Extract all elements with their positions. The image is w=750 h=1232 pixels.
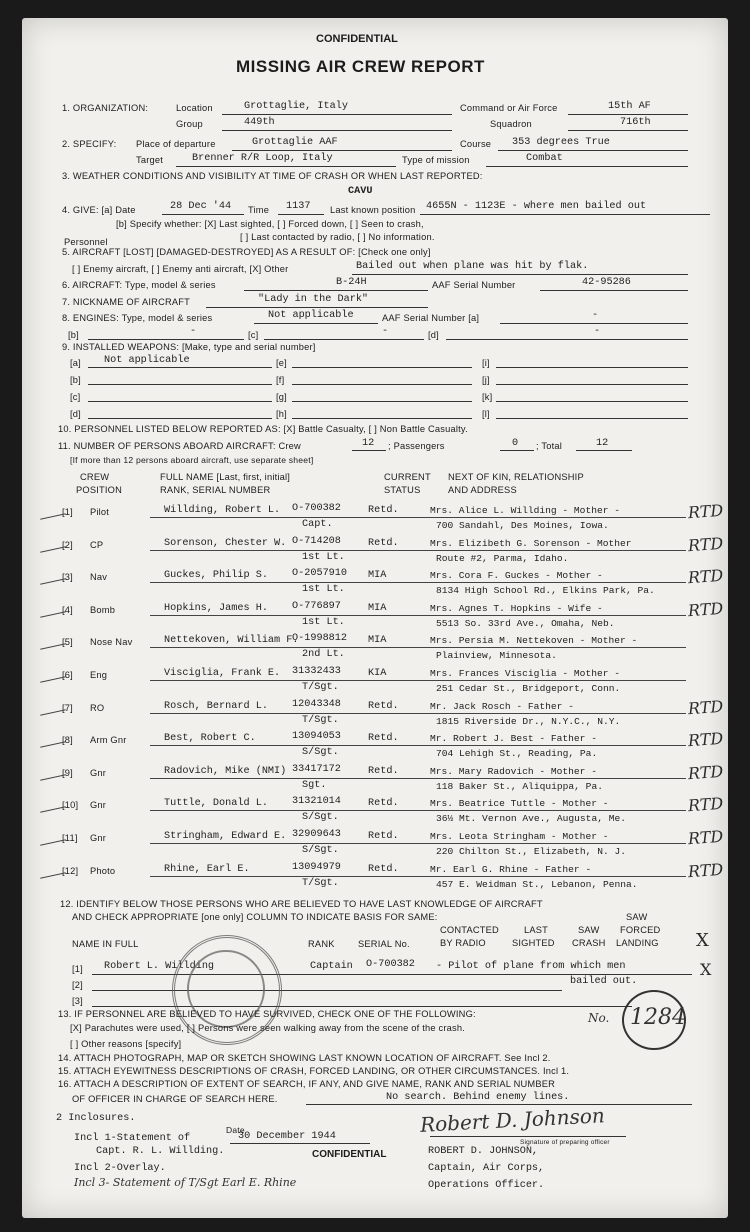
rtd-mark: RTD — [687, 565, 724, 588]
crew-position: Arm Gnr — [90, 735, 127, 745]
crew-next-of-kin: Mrs. Agnes T. Hopkins - Wife - — [430, 603, 603, 614]
crew-next-of-kin: Mr. Robert J. Best - Father - — [430, 733, 597, 744]
circled-number-value: 1284 — [630, 1005, 686, 1030]
crew-address: Route #2, Parma, Idaho. — [436, 553, 569, 564]
crew-next-of-kin: Mrs. Alice L. Willding - Mother - — [430, 505, 620, 516]
weapon-j-label: [j] — [482, 375, 490, 385]
weapon-f-label: [f] — [276, 375, 285, 385]
persons-aboard-label: 11. NUMBER OF PERSONS ABOARD AIRCRAFT: Crew — [58, 441, 301, 451]
crew-serial: 31321014 — [292, 796, 341, 807]
time-label: Time — [248, 205, 270, 215]
aircraft-serial: 42-95286 — [582, 277, 631, 288]
course-label: Course — [460, 139, 492, 149]
incl1-date: 30 December 1944 — [238, 1131, 336, 1142]
crew-address: 118 Baker St., Aliquippa, Pa. — [436, 781, 603, 792]
weapon-c-label: [c] — [70, 392, 81, 402]
crew-col-header: CREW — [80, 472, 110, 482]
squadron-value: 716th — [620, 117, 651, 128]
last-header: LAST — [524, 925, 549, 935]
crash-header: CRASH — [572, 938, 606, 948]
engine-a-value: - — [592, 310, 599, 321]
passenger-count: 0 — [512, 438, 519, 449]
rtd-mark: RTD — [687, 793, 724, 816]
witness-1-label: [1] — [72, 964, 83, 974]
rtd-mark: RTD — [687, 598, 724, 621]
rtd-mark: RTD — [687, 761, 724, 784]
crew-number: [11] — [62, 833, 78, 843]
crew-rank: S/Sgt. — [302, 845, 339, 856]
crew-serial: 13094979 — [292, 862, 341, 873]
group-value: 449th — [244, 117, 275, 128]
by-radio-header: BY RADIO — [440, 938, 486, 948]
crew-rank: S/Sgt. — [302, 747, 339, 758]
give-label: 4. GIVE: [a] Date — [62, 205, 136, 215]
kin-col-header: NEXT OF KIN, RELATIONSHIP — [448, 472, 584, 482]
status-col-header: STATUS — [384, 485, 421, 495]
crew-status: Retd. — [368, 831, 399, 842]
crew-position: CP — [90, 540, 104, 550]
time-value: 1137 — [286, 201, 311, 212]
engine-serial-label: AAF Serial Number [a] — [382, 313, 480, 323]
crew-next-of-kin: Mr. Jack Rosch - Father - — [430, 701, 574, 712]
crew-rank: 2nd Lt. — [302, 649, 345, 660]
command-value: 15th AF — [608, 101, 651, 112]
position-col-header: POSITION — [76, 485, 123, 495]
personnel-note: Personnel — [64, 237, 108, 247]
crew-count: 12 — [362, 438, 375, 449]
witness-1-rank: Captain — [310, 961, 353, 972]
landing-check-2: X — [700, 960, 712, 979]
weapons-label: 9. INSTALLED WEAPONS: [Make, type and serial number] — [62, 342, 316, 352]
crew-number: [1] — [62, 507, 73, 517]
location-value: Grottaglie, Italy — [244, 101, 348, 112]
weapon-h-label: [h] — [276, 409, 287, 419]
last-contacted: [ ] Last contacted by radio, [ ] No information. — [240, 232, 435, 242]
incl3: Incl 3- Statement of T/Sgt Earl E. Rhine — [74, 1176, 297, 1189]
date-value: 28 Dec '44 — [170, 201, 232, 212]
survived-line3: [ ] Other reasons [specify] — [70, 1039, 182, 1049]
crew-address: 1815 Riverside Dr., N.Y.C., N.Y. — [436, 716, 621, 727]
crew-serial: 12043348 — [292, 699, 341, 710]
crew-name: Tuttle, Donald L. — [164, 798, 268, 809]
rtd-mark: RTD — [687, 859, 724, 882]
nickname-value: "Lady in the Dark" — [258, 294, 369, 305]
crew-next-of-kin: Mrs. Leota Stringham - Mother - — [430, 831, 609, 842]
forced-header: FORCED — [620, 925, 661, 935]
position-value: 4655N - 1123E - where men bailed out — [426, 201, 647, 212]
crew-number: [8] — [62, 735, 73, 745]
crew-name: Nettekoven, William F. — [164, 635, 299, 646]
landing-header: LANDING — [616, 938, 659, 948]
contacted-header: CONTACTED — [440, 925, 499, 935]
witness-1-note: - Pilot of plane from which men — [436, 961, 626, 972]
crew-name: Radovich, Mike (NMI) — [164, 766, 287, 777]
witness-3-label: [3] — [72, 996, 83, 1006]
crew-position: Eng — [90, 670, 108, 680]
current-col-header: CURRENT — [384, 472, 431, 482]
engine-d-value: - — [594, 326, 601, 337]
crew-number: [12] — [62, 866, 79, 876]
crew-name: Best, Robert C. — [164, 733, 256, 744]
rtd-mark: RTD — [687, 500, 724, 523]
signature-caption: Signature of preparing officer — [520, 1139, 610, 1146]
crew-position: Gnr — [90, 800, 107, 810]
crew-position: Nose Nav — [90, 637, 133, 647]
specify-label: 2. SPECIFY: — [62, 139, 117, 149]
rtd-mark: RTD — [687, 533, 724, 556]
witness-1-name: Robert L. Willding — [104, 961, 215, 972]
crew-number: [3] — [62, 572, 73, 582]
officer-title: Operations Officer. — [428, 1180, 545, 1191]
aircraft-label: 6. AIRCRAFT: Type, model & series — [62, 280, 216, 290]
crew-status: Retd. — [368, 505, 399, 516]
crew-position: Pilot — [90, 507, 110, 517]
total-count: 12 — [596, 438, 609, 449]
casualty-line: 10. PERSONNEL LISTED BELOW REPORTED AS: [X] Battle Casualty, [ ] Non Battle Casualty. — [58, 424, 468, 434]
lost-line: 5. AIRCRAFT [LOST] [DAMAGED-DESTROYED] AS A RESULT OF: [Check one only] — [62, 247, 431, 257]
crew-position: Nav — [90, 572, 108, 582]
crew-name: Guckes, Philip S. — [164, 570, 268, 581]
crew-position: Gnr — [90, 833, 107, 843]
crew-address: 704 Lehigh St., Reading, Pa. — [436, 748, 598, 759]
departure-label: Place of departure — [136, 139, 216, 149]
cause-line: [ ] Enemy aircraft, [ ] Enemy anti aircraft, [X] Other — [72, 264, 289, 274]
saw2-header: SAW — [626, 912, 648, 922]
crew-serial: 33417172 — [292, 764, 341, 775]
crew-next-of-kin: Mrs. Elizibeth G. Sorenson - Mother — [430, 538, 632, 549]
knowledge-line2: AND CHECK APPROPRIATE [one only] COLUMN TO INDICATE BASIS FOR SAME: — [72, 912, 438, 922]
mission-label: Type of mission — [402, 155, 470, 165]
target-label: Target — [136, 155, 164, 165]
crew-serial: O-1998812 — [292, 633, 348, 644]
name-col-header: FULL NAME [Last, first, initial] — [160, 472, 291, 482]
crew-next-of-kin: Mrs. Mary Radovich - Mother - — [430, 766, 597, 777]
crew-rank: 1st Lt. — [302, 617, 345, 628]
position-label: Last known position — [330, 205, 416, 215]
crew-rank: T/Sgt. — [302, 682, 339, 693]
crew-status: Retd. — [368, 701, 399, 712]
crew-name: Willding, Robert L. — [164, 505, 281, 516]
confidential-header: CONFIDENTIAL — [316, 33, 398, 45]
crew-serial: 32909643 — [292, 829, 341, 840]
rtd-mark: RTD — [687, 826, 724, 849]
crew-serial: 13094053 — [292, 731, 341, 742]
inclosures: 2 Inclosures. — [56, 1113, 136, 1124]
crew-name: Hopkins, James H. — [164, 603, 268, 614]
crew-next-of-kin: Mrs. Persia M. Nettekoven - Mother - — [430, 635, 638, 646]
crew-next-of-kin: Mrs. Beatrice Tuttle - Mother - — [430, 798, 609, 809]
landing-check: X — [696, 930, 709, 951]
survived-line1: 13. IF PERSONNEL ARE BELIEVED TO HAVE SURVIVED, CHECK ONE OF THE FOLLOWING: — [58, 1009, 476, 1019]
rank-col-header: RANK, SERIAL NUMBER — [160, 485, 271, 495]
crew-serial: O-776897 — [292, 601, 341, 612]
crew-rank: S/Sgt. — [302, 812, 339, 823]
weapon-k-label: [k] — [482, 392, 493, 402]
engines-value: Not applicable — [268, 310, 354, 321]
target-value: Brenner R/R Loop, Italy — [192, 153, 333, 164]
engines-label: 8. ENGINES: Type, model & series — [62, 313, 213, 323]
crew-position: RO — [90, 703, 105, 713]
course-value: 353 degrees True — [512, 137, 610, 148]
address-col-header: AND ADDRESS — [448, 485, 517, 495]
crew-address: 700 Sandahl, Des Moines, Iowa. — [436, 520, 609, 531]
crew-rank: 1st Lt. — [302, 584, 345, 595]
crew-number: [2] — [62, 540, 73, 550]
departure-value: Grottaglie AAF — [252, 137, 338, 148]
crew-status: Retd. — [368, 864, 399, 875]
engine-c-value: - — [382, 326, 389, 337]
aircraft-serial-label: AAF Serial Number — [432, 280, 516, 290]
crew-serial: 31332433 — [292, 666, 341, 677]
report-title: MISSING AIR CREW REPORT — [236, 57, 485, 76]
weather-label: 3. WEATHER CONDITIONS AND VISIBILITY AT TIME OF CRASH OR WHEN LAST REPORTED: — [62, 171, 483, 181]
crew-address: Plainview, Minnesota. — [436, 650, 557, 661]
weapon-l-label: [l] — [482, 409, 490, 419]
group-label: Group — [176, 119, 203, 129]
crew-number: [6] — [62, 670, 73, 680]
incl1-officer: Capt. R. L. Willding. — [96, 1146, 225, 1157]
date-label: Date — [226, 1125, 245, 1135]
survived-line2: [X] Parachutes were used, [ ] Persons were seen walking away from the scene of the crash. — [70, 1023, 466, 1033]
engine-c-label: [c] — [248, 330, 259, 340]
crew-rank: Capt. — [302, 519, 333, 530]
crew-rank: Sgt. — [302, 780, 327, 791]
crew-rank: T/Sgt. — [302, 878, 339, 889]
incl2: Incl 2-Overlay. — [74, 1163, 166, 1174]
weapon-e-label: [e] — [276, 358, 287, 368]
crew-name: Stringham, Edward E. — [164, 831, 287, 842]
weapon-d-label: [d] — [70, 409, 81, 419]
saw-header: SAW — [578, 925, 600, 935]
crew-rank: 1st Lt. — [302, 552, 345, 563]
crew-address: 5513 So. 33rd Ave., Omaha, Neb. — [436, 618, 615, 629]
weapon-i-label: [i] — [482, 358, 490, 368]
officer-name: ROBERT D. JOHNSON, — [428, 1146, 539, 1157]
crew-status: Retd. — [368, 538, 399, 549]
officer-rank: Captain, Air Corps, — [428, 1163, 545, 1174]
no-mark: No. — [588, 1011, 610, 1025]
serial-header: SERIAL No. — [358, 939, 410, 949]
crew-status: MIA — [368, 570, 387, 581]
separate-sheet-note: [If more than 12 persons aboard aircraft, use separate sheet] — [70, 455, 314, 465]
knowledge-line1: 12. IDENTIFY BELOW THOSE PERSONS WHO ARE BELIEVED TO HAVE LAST KNOWLEDGE OF AIRCRAFT — [60, 899, 543, 909]
rtd-mark: RTD — [687, 728, 724, 751]
witness-2-label: [2] — [72, 980, 83, 990]
crew-serial: O-700382 — [292, 503, 341, 514]
crew-position: Photo — [90, 866, 116, 876]
crew-next-of-kin: Mrs. Cora F. Guckes - Mother - — [430, 570, 603, 581]
search-value: No search. Behind enemy lines. — [386, 1092, 570, 1103]
org-label: 1. ORGANIZATION: — [62, 103, 149, 113]
engine-d-label: [d] — [428, 330, 439, 340]
eyewitness-line: 15. ATTACH EYEWITNESS DESCRIPTIONS OF CRASH, FORCED LANDING, OR OTHER CIRCUMSTANCES. Incl 1. — [58, 1066, 570, 1076]
sighted-header: SIGHTED — [512, 938, 555, 948]
crew-address: 251 Cedar St., Bridgeport, Conn. — [436, 683, 621, 694]
crew-number: [7] — [62, 703, 73, 713]
crew-name: Rhine, Earl E. — [164, 864, 250, 875]
confidential-footer: CONFIDENTIAL — [312, 1149, 387, 1160]
engine-b-label: [b] — [68, 330, 79, 340]
weapon-b-label: [b] — [70, 375, 81, 385]
crew-rank: T/Sgt. — [302, 715, 339, 726]
crew-serial: O-2057910 — [292, 568, 348, 579]
crew-address: 8134 High School Rd., Elkins Park, Pa. — [436, 585, 655, 596]
crew-status: MIA — [368, 603, 387, 614]
crew-number: [5] — [62, 637, 73, 647]
crew-number: [10] — [62, 800, 79, 810]
rank-header: RANK — [308, 939, 335, 949]
crew-name: Rosch, Bernard L. — [164, 701, 268, 712]
aircraft-type: B-24H — [336, 277, 367, 288]
search-line1: 16. ATTACH A DESCRIPTION OF EXTENT OF SEARCH, IF ANY, AND GIVE NAME, RANK AND SERIAL NUMBER — [58, 1079, 556, 1089]
witness-1-serial: O-700382 — [366, 959, 415, 970]
crew-status: KIA — [368, 668, 387, 679]
crew-address: 36½ Mt. Vernon Ave., Augusta, Me. — [436, 813, 626, 824]
crew-position: Gnr — [90, 768, 107, 778]
crew-serial: O-714208 — [292, 536, 341, 547]
squadron-label: Squadron — [490, 119, 532, 129]
crew-status: Retd. — [368, 798, 399, 809]
specify-whether: [b] Specify whether: [X] Last sighted, [ ] Forced down, [ ] Seen to crash, — [116, 219, 424, 229]
nickname-label: 7. NICKNAME OF AIRCRAFT — [62, 297, 191, 307]
crew-next-of-kin: Mrs. Frances Visciglia - Mother - — [430, 668, 620, 679]
mission-value: Combat — [526, 153, 563, 164]
crew-position: Bomb — [90, 605, 116, 615]
command-label: Command or Air Force — [460, 103, 558, 113]
crew-name: Visciglia, Frank E. — [164, 668, 281, 679]
crew-number: [4] — [62, 605, 73, 615]
photo-line: 14. ATTACH PHOTOGRAPH, MAP OR SKETCH SHOWING LAST KNOWN LOCATION OF AIRCRAFT. See Incl 2. — [58, 1053, 551, 1063]
weather-value: CAVU — [348, 186, 373, 197]
cause-other: Bailed out when plane was hit by flak. — [356, 261, 589, 272]
crew-status: Retd. — [368, 733, 399, 744]
weapon-a-value: Not applicable — [104, 355, 190, 366]
rtd-mark: RTD — [687, 696, 724, 719]
crew-address: 220 Chilton St., Elizabeth, N. J. — [436, 846, 626, 857]
crew-name: Sorenson, Chester W. — [164, 538, 287, 549]
weapon-g-label: [g] — [276, 392, 287, 402]
crew-status: Retd. — [368, 766, 399, 777]
crew-number: [9] — [62, 768, 73, 778]
incl1: Incl 1-Statement of — [74, 1133, 191, 1144]
name-in-full-header: NAME IN FULL — [72, 939, 139, 949]
crew-next-of-kin: Mr. Earl G. Rhine - Father - — [430, 864, 592, 875]
search-line2: OF OFFICER IN CHARGE OF SEARCH HERE. — [72, 1094, 278, 1104]
passengers-label: ; Passengers — [388, 441, 445, 451]
witness-1-note2: bailed out. — [570, 976, 638, 987]
crew-status: MIA — [368, 635, 387, 646]
weapon-a-label: [a] — [70, 358, 81, 368]
total-label: ; Total — [536, 441, 563, 451]
signature: Robert D. Johnson — [419, 1103, 606, 1137]
engine-b-value: - — [190, 326, 197, 337]
location-label: Location — [176, 103, 213, 113]
crew-address: 457 E. Weidman St., Lebanon, Penna. — [436, 879, 638, 890]
